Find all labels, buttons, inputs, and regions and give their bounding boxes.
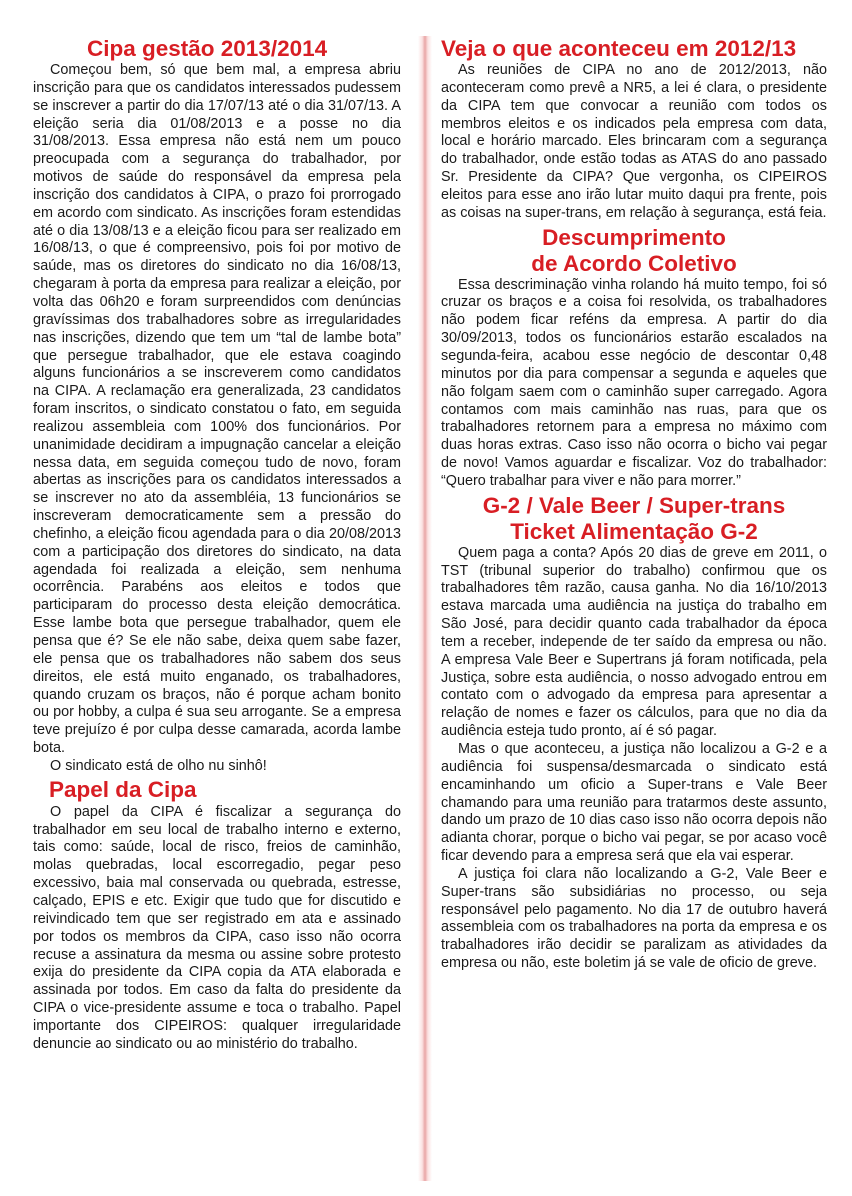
g2-heading: [441, 493, 827, 545]
descumprimento-heading-line1: Descumprimento: [542, 224, 726, 250]
g2-paragraph-1: Quem paga a conta? Após 20 dias de greve em 2011, o TST (tribunal superior do trabalho) confirmou que os trabalhadores têm razão, causa ganha. No dia 16/10/2013 estava marcada uma audiência na justiça do trabalho em São José, para decidir quanto cada trabalhador da época tem a receber, independe de ter saído da empresa ou não. A empresa Vale Beer e Supertrans já foram notificada, pela Justiça, sobre esta audiência, o nosso advogado entrou em contato com o advogado da empresa para apresentar a relação de nomes e fazer os cálculos, para que no dia da audiência esteja tudo pronto, aí é só pagar.: [441, 544, 827, 740]
papel-da-cipa-heading: Papel da Cipa: [49, 776, 197, 802]
papel-da-cipa-paragraph: O papel da CIPA é fiscalizar a segurança do trabalhador em seu local de trabalho interno e externo, tais como: saúde, local de risco, freios de caminhão, molas quebradas, local escorregadio, pegar peso excessivo, baia mal conservada ou quebrada, estresse, calçado, EPIS e etc. Exigir que tudo que for discutido e reivindicado tem que ser registrado em ata e assinado por todos os membros da CIPA, caso isso não ocorra recuse a assinatura da mesma ou assine sobre protesto exija do presidente da CIPA copia da ATA elaborada e assinada por todos. Em caso da falta do presidente da CIPA o vice-presidente assume e toca o trabalho. Papel importante dos CIPEIROS: qualquer irregularidade denuncie ao sindicato ou ao ministério do trabalho.: [33, 803, 401, 1052]
g2-heading-line2: Ticket Alimentação G-2: [510, 518, 758, 544]
veja-paragraph: As reuniões de CIPA no ano de 2012/2013, não aconteceram como prevê a NR5, a lei é clara, o presidente da CIPA tem que convocar a reunião com todos os membros eleitos e os indicados pela empresa com data, local e horário marcado. Eles brincaram com a segurança do trabalhador, onde estão todas as ATAS do ano passado Sr. Presidente da CIPA? Que vergonha, os CIPEIROS eleitos para esse ano irão lutar muito daqui pra frente, pois as coisas na super-trans, em relação à segurança, está feia.: [441, 62, 827, 221]
cipa-gestao-closing: O sindicato está de olho nu sinhô!: [50, 757, 267, 774]
cipa-gestao-heading: Cipa gestão 2013/2014: [87, 36, 328, 61]
left-column: [33, 36, 401, 1054]
descumprimento-heading: [441, 225, 827, 277]
g2-paragraph-2: Mas o que aconteceu, a justiça não localizou a G-2 e a audiência foi suspensa/desmarcada o sindicato está encaminhando um oficio a Super-trans e Vale Beer chamando para uma reunião para tratarmos deste assunto, dando um prazo de 10 dias caso isso não ocorra depois não adianta chorar, porque o bicho vai pegar, se por acaso você ficar devendo para a empresa será que ela vai esperar.: [441, 741, 827, 865]
descumprimento-heading-line2: de Acordo Coletivo: [531, 250, 737, 276]
g2-paragraph-3: A justiça foi clara não localizando a G-2, Vale Beer e Super-trans são subsidiárias no processo, ou seja responsável pelo pagamento. No dia 17 de outubro haverá assembleia com os trabalhadores na porta da empresa e os trabalhadores irão decidir se paralizam as atividades da empresa ou não, este boletim já se vale de oficio de greve.: [441, 865, 827, 972]
veja-heading: Veja o que aconteceu em 2012/13: [441, 36, 797, 61]
column-divider: [418, 36, 432, 1181]
cipa-gestao-paragraph: Começou bem, só que bem mal, a empresa abriu inscrição para que os candidatos interessados pudessem se inscrever a partir do dia 17/07/13 até o dia 31/07/13. A eleição seria dia 01/08/2013 e a posse no dia 31/08/2013. Essa empresa não está nem um pouco preocupada com a segurança do trabalhador, por motivos de saúde do responsável da empresa pela inscrição dos candidatos à CIPA, o prazo foi prorrogado em acordo com sindicato. As inscrições foram estendidas até o dia 13/08/13 e a eleição ficou para ser realizado em 16/08/13, o que é compreensivo, pois foi por motivo de saúde, mas os diretores do sindicato no dia 16/08/13, chegaram à porta da empresa para realizar a eleição, por volta das 06h20 e foram surpreendidos com denúncias gravíssimas dos trabalhadores sobre as irregularidades nas inscrições, dizendo que tem um “tal de lambe bota” que persegue trabalhador, que ele estava coagindo alguns funcionários a se inscreverem como candidatos na CIPA. A reclamação era generalizada, 23 candidatos foram inscritos, o sindicato constatou o fato, em seguida realizou assembleia com 100% dos funcionários. Por unanimidade decidiram a impugnação cancelar a eleição nessa data, em seguida começou tudo de novo, foram abertas as inscrições para os candidatos interessados a se inscrever no ato da assembléia, 13 funcionários se inscreveram democraticamente sem a pressão do chefinho, a eleição ficou agendada para o dia 20/08/2013 com a participação dos diretores do sindicato, na data agendada foi realizada a eleição, sem nenhuma ocorrência. Parabéns aos eleitos e todos que participaram do processo desta eleição democrática. Esse lambe bota que persegue trabalhador, quem ele pensa que é? Se ele não sabe, deixa quem sabe fazer, ele pensa que os trabalhadores não sabem dos seus direitos, ele está muito enganado, os trabalhadores, quando cruzam os braços, não é porque acham bonito ou por hobby, a culpa é sua seu arrogante. Se a empresa teve prejuízo é por culpa desse camarada, acorda lambe bota.: [33, 62, 401, 757]
g2-heading-line1: G-2 / Vale Beer / Super-trans: [482, 492, 786, 518]
descumprimento-paragraph: Essa descriminação vinha rolando há muito tempo, foi só cruzar os braços e a coisa foi resolvida, os trabalhadores não podem ficar reféns da empresa. A partir do dia 30/09/2013, todos os funcionários estarão escalados na segunda-feira, acabou esse negócio de descontar 0,48 minutos por dia para compensar a segunda e aqueles que não folgam saem com o caminhão super carregado. Agora contamos com mais caminhão nas ruas, para que os trabalhadores retornem para a empresa no máximo com duas horas extras. Caso isso não ocorra o bicho vai pegar de novo! Vamos aguardar e fiscalizar. Voz do trabalhador: “Quero trabalhar para viver e não para morrer.”: [441, 276, 827, 489]
right-column: [441, 36, 827, 973]
